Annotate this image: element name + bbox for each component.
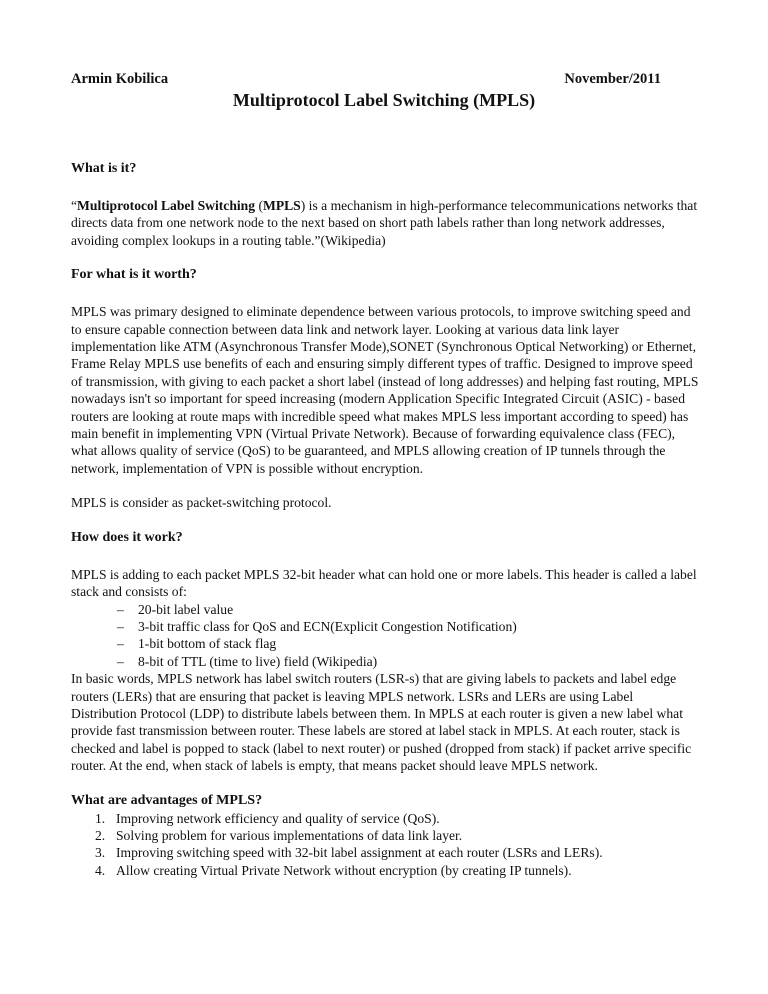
worth-paragraph: MPLS was primary designed to eliminate dependence between various protocols, to improve switching speed and to ensure capable connection between data link and network layer. Looking at various data link layer implementation like ATM (Asynchronous Transfer Mode),SONET (Synchronous Optical Networking) or Ethernet, Frame Relay MPLS use benefits of each and ensuring simply different types of traffic. Designed to improve speed of transmission, with giving to each packet a short label (instead of long addresses) and helping fast routing, MPLS nowadays isn't so important for speed increasing (modern Application Specific Integrated Circuit (ASIC) - based routers are looking at route maps with incredible speed what makes MPLS less important according to speed) has main benefit in implementing VPN (Virtual Private Network). Because of forwarding equivalence class (FEC), what allows quality of service (QoS) to be guaranteed, and MPLS allowing creation of IP tunnels through the network, implementation of VPN is possible without encryption. [71, 304, 699, 476]
list-item: 4. Allow creating Virtual Private Network without encryption (by creating IP tunnels). [95, 862, 572, 878]
list-item: – 3-bit traffic class for QoS and ECN(Explicit Congestion Notification) [117, 618, 701, 635]
definition-abbr: MPLS [262, 198, 301, 213]
list-item: – 1-bit bottom of stack flag [117, 635, 701, 652]
list-item: 3. Improving switching speed with 32-bit label assignment at each router (LSRs and LERs). [95, 845, 603, 861]
worth-note: MPLS is consider as packet-switching protocol. [71, 495, 332, 511]
advantages-list [71, 810, 701, 880]
definition-paragraph: “Multiprotocol Label Switching (MPLS) is a mechanism in high-performance telecommunications networks that directs data from one network node to the next based on short path labels rather than long network addresses, avoiding complex lookups in a routing table.”(Wikipedia) [71, 198, 698, 248]
definition-term: Multiprotocol Label Switching [77, 198, 256, 213]
document-body [71, 160, 701, 879]
label-stack-list [71, 601, 701, 671]
how-paragraph: In basic words, MPLS network has label switch routers (LSR-s) that are giving labels to packets and label edge routers (LERs) that are ensuring that packet is leaving MPLS network. LSRs and LERs are using Label Distribution Protocol (LDP) to distribute labels between them. In MPLS at each router is given a new label what provide fast transmission between router. These labels are stored at label stack in MPLS. At each router, stack is checked and label is popped to stack (label to next router) or pushed (dropped from stack) if packet arrive specific router. At the end, when stack of labels is empty, that means packet should leave MPLS network. [71, 671, 692, 774]
list-item: 2. Solving problem for various implementations of data link layer. [95, 827, 463, 843]
document-title: Multiprotocol Label Switching (MPLS) [232, 90, 536, 110]
section-heading-how: How does it work? [71, 529, 183, 545]
document-header [71, 71, 661, 91]
document-date: November/2011 [564, 71, 661, 87]
section-heading-what: What is it? [71, 161, 137, 176]
list-item: – 20-bit label value [117, 601, 701, 618]
how-intro: MPLS is adding to each packet MPLS 32-bit header what can hold one or more labels. This header is called a label stack and consists of: [71, 566, 697, 600]
section-heading-worth: For what is it worth? [71, 267, 197, 283]
section-heading-advantages: What are advantages of MPLS? [71, 792, 263, 808]
list-item: 1. Improving network efficiency and quality of service (QoS). [95, 810, 440, 826]
author-name: Armin Kobilica [71, 71, 169, 87]
list-item: – 8-bit of TTL (time to live) field (Wikipedia) [117, 653, 701, 670]
